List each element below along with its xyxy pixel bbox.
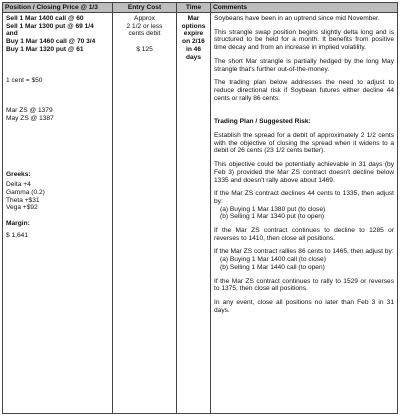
position-cell: [3, 13, 113, 414]
greek-vega: Vega +$92: [6, 204, 38, 212]
plan-rally-close: If the Mar ZS contract continues to rally to 1529 or reverses to 1375, then close all positions.: [214, 277, 394, 293]
closing-price-may: May ZS @ 1387: [6, 114, 54, 122]
entry-cost-line-1: Approx: [134, 15, 155, 22]
plan-rally-item-a: (a) Buying 1 Mar 1400 call (to close): [220, 256, 326, 264]
plan-rally-lead: If the Mar ZS contract rallies 86 cents to 1465, then adjust by:: [214, 248, 394, 256]
time-cell: [177, 13, 211, 414]
entry-cost-cell: [113, 13, 177, 414]
leg-1: Sell 1 Mar 1400 call @ 60: [6, 15, 84, 22]
time-line-2: options: [181, 22, 206, 30]
header-time: Time: [177, 3, 211, 13]
closing-price-mar: Mar ZS @ 1379: [6, 107, 53, 115]
leg-4: Buy 1 Mar 1320 put @ 61: [6, 45, 84, 53]
plan-rally-adjust: [214, 248, 394, 271]
entry-cost-line-3: cents debit: [128, 30, 161, 38]
plan-decline-item-a: (a) Buying 1 Mar 1380 put (to close): [220, 205, 326, 213]
comment-hedge: The short Mar strangle is partially hedged by the long May strangle that's further out-of-the-money.: [214, 57, 394, 73]
greeks-title: Greeks:: [6, 170, 31, 178]
greek-gamma: Gamma (0.2): [6, 189, 45, 197]
time-line-4: on 2/16: [182, 38, 205, 46]
plan-establish: Establish the spread for a debit of approximately 2 1/2 cents with the objective of closing the spread when it widens to a debit of 26 cents (23 1/2 cents better).: [214, 132, 394, 155]
comments-cell: [211, 13, 398, 414]
entry-cost-dollar: $ 125: [136, 46, 153, 54]
time-line-3: expire: [183, 30, 204, 38]
plan-rally-item-b: (b) Selling 1 Mar 1440 call (to open): [220, 263, 325, 271]
contract-note: 1 cent = $50: [6, 76, 43, 84]
time-line-6: days: [185, 53, 202, 61]
body-row: [3, 13, 398, 414]
greek-delta: Delta +4: [6, 181, 31, 189]
plan-title: Trading Plan / Suggested Risk:: [214, 118, 311, 126]
comment-trend: Soybeans have been in an uptrend since mid November.: [214, 15, 380, 22]
plan-decline-close: If the Mar ZS contract continues to decline to 1285 or reverses to 1410, then close all positions.: [214, 227, 394, 242]
time-line-1: Mar: [187, 15, 200, 22]
leg-3: Buy 1 Mar 1460 call @ 70 3/4: [6, 38, 96, 46]
plan-objective: This objective could be potentially achievable in 31 days (by Feb 3) provided the Mar ZS contract doesn't decline below 1335 and doesn't rally above about 1469.: [214, 161, 394, 184]
header-position: Position / Closing Price @ 1/3: [3, 3, 113, 13]
header-entry-cost: Entry Cost: [113, 3, 177, 13]
comment-adjust-need: The trading plan below addresses the need to adjust to reduce directional risk if Soybean futures either decline 44 cents or rally 86 cents.: [214, 79, 394, 102]
header-row: [3, 3, 398, 13]
plan-decline-item-b: (b) Selling 1 Mar 1340 put (to open): [220, 213, 325, 221]
margin-title: Margin:: [6, 220, 30, 228]
plan-decline-adjust: [214, 190, 394, 221]
time-line-5: in 46: [185, 45, 202, 53]
plan-deadline: In any event, close all positions no later than Feb 3 in 31 days.: [214, 298, 394, 314]
header-comments: Comments: [211, 3, 398, 13]
trade-plan-table: [2, 2, 398, 414]
entry-cost-line-2: 2 1/2 or less: [126, 22, 163, 30]
leg-connector: and: [6, 30, 18, 38]
greek-theta: Theta +$31: [6, 196, 40, 204]
plan-decline-lead: If the Mar ZS contract declines 44 cents to 1335, then adjust by:: [214, 190, 394, 205]
comment-structure: This strangle swap position begins slightly delta long and is structured to be held for a month. It benefits from positive time decay and from an increase in implied volatility.: [214, 28, 394, 52]
margin-value: $ 1,641: [6, 231, 28, 239]
leg-2: Sell 1 Mar 1300 put @ 69 1/4: [6, 22, 94, 30]
